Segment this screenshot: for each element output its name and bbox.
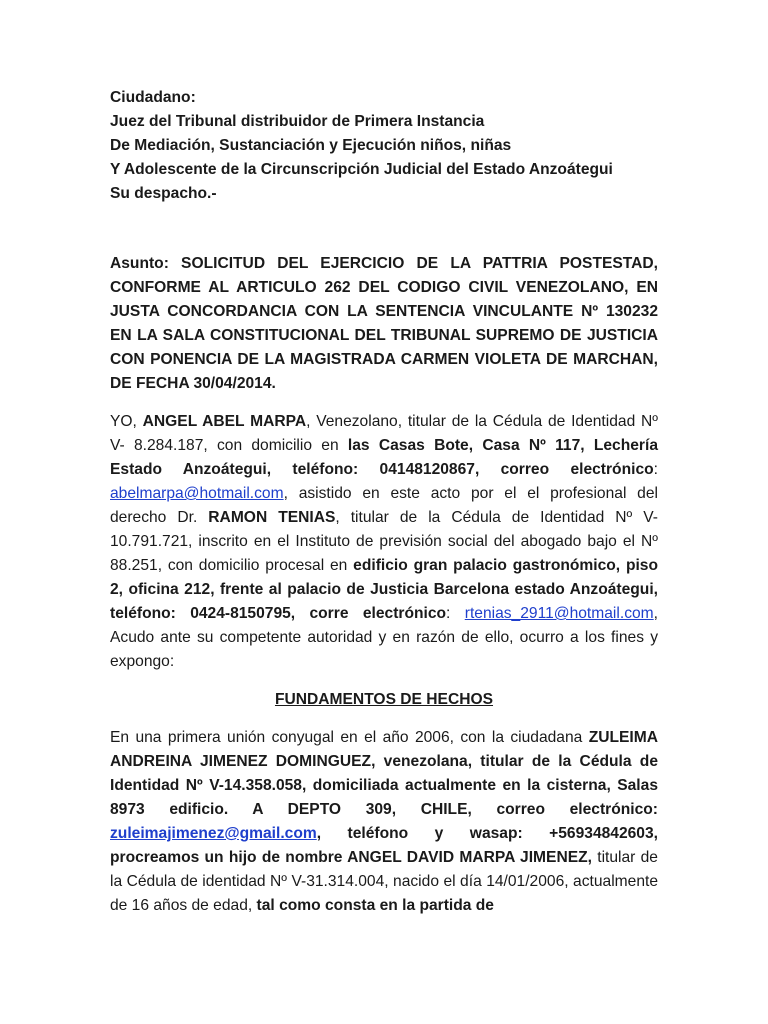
petitioner-address: las Casas Bote, Casa Nº 117, Lechería Estado Anzoátegui, teléfono: 04148120867, correo electrónico [110,437,658,478]
mother-details: ZULEIMA ANDREINA JIMENEZ DOMINGUEZ, venezolana, titular de la Cédula de Identidad Nº V-14.358.058, domiciliada actualmente en la cisterna, Salas 8973 edificio. A DEPTO 309, CHILE, correo electrónico: [110,729,658,818]
addressee-block [110,86,658,206]
lawyer-address: edificio gran palacio gastronómico, piso 2, oficina 212, frente al palacio de Justicia Barcelona estado Anzoátegui, teléfono: 0424-8150795, corre electrónico [110,557,659,622]
addressee-line: Y Adolescente de la Circunscripción Judicial del Estado Anzoátegui [110,161,613,178]
subject-paragraph: Asunto: SOLICITUD DEL EJERCICIO DE LA PATTRIA POSTESTAD, CONFORME AL ARTICULO 262 DEL CODIGO CIVIL VENEZOLANO, EN JUSTA CONCORDANCIA CON LA SENTENCIA VINCULANTE Nº 130232 EN LA SALA CONSTITUCIONAL DEL TRIBUNAL SUPREMO DE JUSTICIA CON PONENCIA DE LA MAGISTRADA CARMEN VIOLETA DE MARCHAN, DE FECHA 30/04/2014. [110,255,658,392]
addressee-line: De Mediación, Sustanciación y Ejecución niños, niñas [110,137,512,154]
mother-email-link[interactable]: zuleimajimenez@gmail.com [110,825,317,842]
petitioner-email-link[interactable]: abelmarpa@hotmail.com [110,485,284,502]
intro-text: , asistido en este acto por el el profesional del derecho Dr. [110,485,658,526]
addressee-line: Su despacho.- [110,185,217,202]
facts-paragraph [110,726,658,918]
lawyer-email-link[interactable]: rtenias_2911@hotmail.com [464,605,654,622]
document-page [110,86,658,918]
intro-text: YO, [110,413,143,430]
facts-text: titular de la Cédula de identidad Nº V-31.314.004, nacido el día 14/01/2006, actualmente de 16 años de edad, [110,849,658,914]
intro-paragraph [110,410,658,674]
petitioner-name: ANGEL ABEL MARPA [142,413,307,430]
lawyer-name: RAMON TENIAS [208,509,336,526]
section-heading: FUNDAMENTOS DE HECHOS [274,691,494,708]
intro-text: : [653,461,658,478]
facts-bold-text: tal como consta en la partida de [256,897,494,914]
addressee-line: Juez del Tribunal distribuidor de Primera Instancia [110,113,485,130]
intro-text: , Acudo ante su competente autoridad y en razón de ello, ocurro a los fines y expongo: [110,605,658,670]
facts-text: En una primera unión conyugal en el año 2006, con la ciudadana [110,729,589,746]
child-details: , teléfono y wasap: +56934842603, procreamos un hijo de nombre ANGEL DAVID MARPA JIMENEZ, [110,825,658,866]
intro-text: , titular de la Cédula de Identidad Nº V-10.791.721, inscrito en el Instituto de previsión social del abogado bajo el Nº 88.251, con domicilio procesal en [110,509,658,574]
intro-text: : [446,605,465,622]
addressee-line: Ciudadano: [110,89,196,106]
intro-text: , Venezolano, titular de la Cédula de Identidad Nº V- 8.284.187, con domicilio en [110,413,658,454]
